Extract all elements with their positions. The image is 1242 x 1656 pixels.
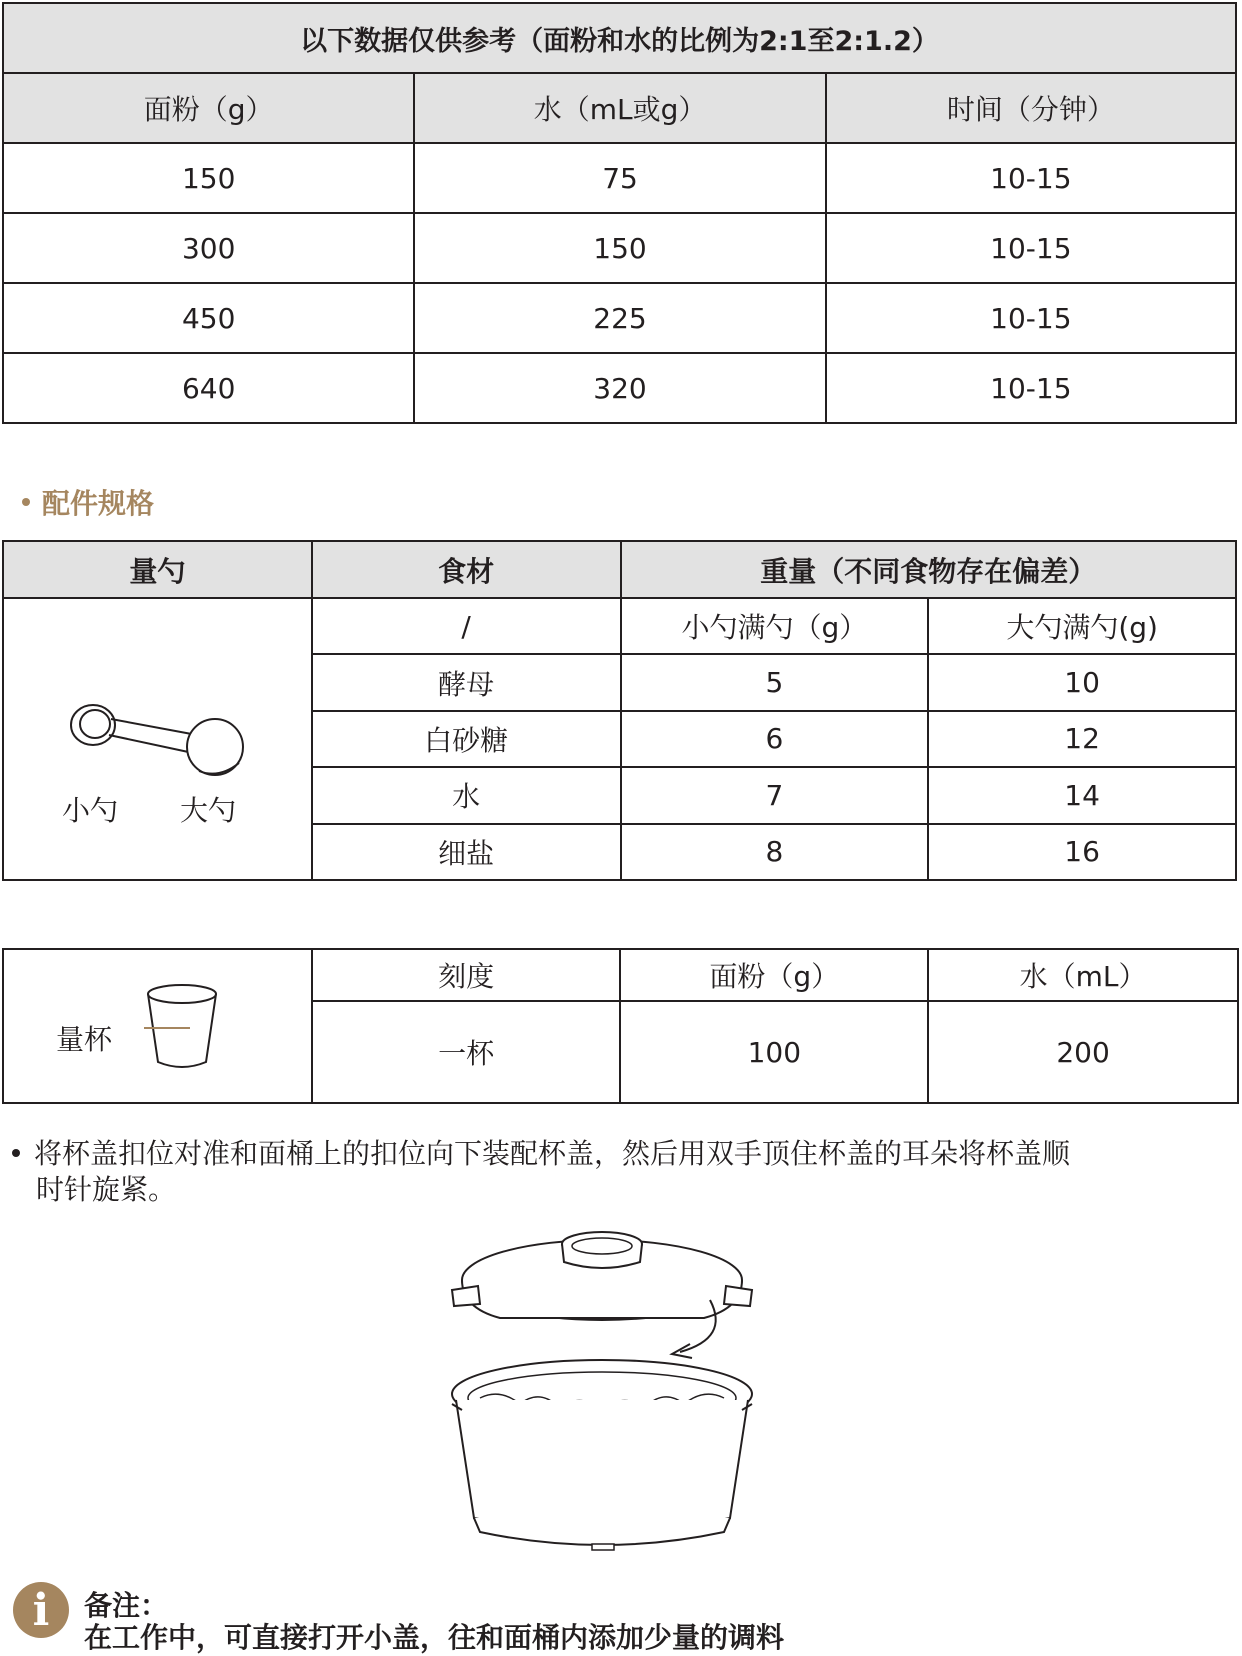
ingredient-cell: 白砂糖	[312, 711, 621, 767]
scale-cell: 一杯	[312, 1001, 621, 1103]
info-icon: i	[13, 1582, 69, 1638]
large-spoon-cell: 16	[928, 824, 1236, 880]
small-spoon-cell: 8	[621, 824, 929, 880]
subheader-large-spoon: 大勺满勺(g)	[928, 598, 1236, 654]
bullet-dot-icon	[12, 1149, 20, 1157]
cup-water-header: 水（mL）	[928, 949, 1238, 1001]
large-spoon-cell: 10	[928, 654, 1236, 710]
time-cell: 10-15	[826, 283, 1236, 353]
measuring-spoon-icon	[59, 679, 259, 789]
ratio-table	[2, 2, 1237, 424]
time-header: 时间（分钟）	[826, 73, 1236, 143]
flour-cell: 150	[3, 143, 414, 213]
instruction-line-1: 将杯盖扣位对准和面桶上的扣位向下装配杯盖，然后用双手顶住杯盖的耳朵将杯盖顺	[34, 1137, 1071, 1170]
water-cell: 320	[414, 353, 825, 423]
water-cell: 75	[414, 143, 825, 213]
cup-table	[2, 948, 1239, 1104]
ratio-table-title: 以下数据仅供参考（面粉和水的比例为2:1至2:1.2）	[3, 3, 1236, 73]
large-spoon-cell: 14	[928, 767, 1236, 823]
cup-illustration-cell	[3, 949, 312, 1103]
scale-header: 刻度	[312, 949, 621, 1001]
section-heading	[22, 482, 154, 522]
water-cell: 225	[414, 283, 825, 353]
subheader-small-spoon: 小勺满勺（g）	[621, 598, 929, 654]
large-spoon-cell: 12	[928, 711, 1236, 767]
time-cell: 10-15	[826, 143, 1236, 213]
mixing-bucket-illustration	[440, 1228, 770, 1558]
flour-cell: 640	[3, 353, 414, 423]
spoon-table	[2, 540, 1237, 881]
subheader-ingredient: /	[312, 598, 621, 654]
time-cell: 10-15	[826, 353, 1236, 423]
large-spoon-label: 大勺	[180, 794, 237, 827]
cup-label: 量杯	[56, 1023, 113, 1056]
small-spoon-label: 小勺	[62, 794, 119, 827]
bullet-dot-icon	[22, 498, 30, 506]
water-header: 水（mL或g）	[414, 73, 825, 143]
small-spoon-cell: 7	[621, 767, 929, 823]
table-row	[3, 143, 1236, 213]
table-row	[3, 283, 1236, 353]
small-spoon-cell: 5	[621, 654, 929, 710]
spoon-header: 量勺	[3, 541, 312, 598]
remark-body: 在工作中，可直接打开小盖，往和面桶内添加少量的调料	[84, 1621, 785, 1654]
measuring-cup-icon	[144, 984, 224, 1070]
weight-header: 重量（不同食物存在偏差）	[621, 541, 1236, 598]
ingredient-header: 食材	[312, 541, 621, 598]
ingredient-cell: 酵母	[312, 654, 621, 710]
water-cell: 150	[414, 213, 825, 283]
flour-cell: 450	[3, 283, 414, 353]
cup-water-cell: 200	[928, 1001, 1238, 1103]
table-row	[3, 213, 1236, 283]
spoon-illustration-cell	[3, 598, 312, 880]
section-title: 配件规格	[42, 487, 155, 520]
small-spoon-cell: 6	[621, 711, 929, 767]
instruction-line-2: 时针旋紧。	[36, 1173, 177, 1206]
remark-title: 备注：	[84, 1589, 169, 1622]
cup-flour-cell: 100	[620, 1001, 928, 1103]
time-cell: 10-15	[826, 213, 1236, 283]
flour-header: 面粉（g）	[3, 73, 414, 143]
flour-cell: 300	[3, 213, 414, 283]
ingredient-cell: 细盐	[312, 824, 621, 880]
cup-flour-header: 面粉（g）	[620, 949, 928, 1001]
lid-instruction	[12, 1136, 1192, 1208]
table-row	[3, 353, 1236, 423]
ingredient-cell: 水	[312, 767, 621, 823]
